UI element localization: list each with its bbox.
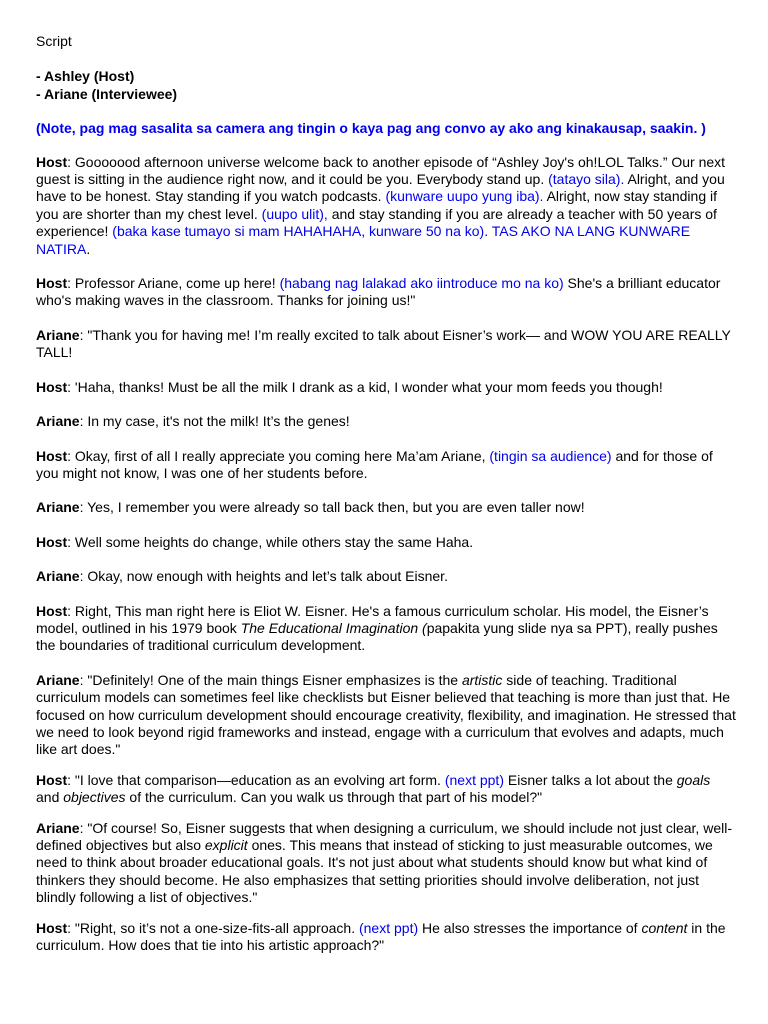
dialogue-text: Alright, now stay standing if you are shorter than my chest level. bbox=[36, 188, 717, 222]
dialogue-text: : 'Haha, thanks! Must be all the milk I drank as a kid, I wonder what your mom feeds you though! bbox=[67, 378, 663, 395]
stage-direction: (next ppt) bbox=[358, 919, 419, 936]
speaker-name: Ariane bbox=[36, 413, 80, 430]
dialogue-text: and bbox=[36, 789, 64, 806]
dialogue-line bbox=[36, 603, 736, 655]
dialogue-text: : "I love that comparison—education as an evolving art form. bbox=[67, 771, 445, 788]
dialogue-line bbox=[36, 499, 736, 516]
dialogue-text: : "Definitely! One of the main things Eisner emphasizes is the bbox=[79, 671, 462, 688]
stage-direction: (tingin sa audience) bbox=[489, 447, 612, 464]
dialogue-line bbox=[36, 413, 736, 430]
dialogue-text: : Yes, I remember you were already so tall back then, but you are even taller now! bbox=[79, 499, 585, 516]
speaker-name: Ariane bbox=[36, 819, 80, 836]
stage-direction: (baka kase tumayo si mam HAHAHAHA, kunware 50 na ko). TAS AKO NA LANG KUNWARE NATIRA bbox=[36, 223, 691, 257]
emphasis-text: explicit bbox=[204, 837, 248, 853]
dialogue-line bbox=[36, 379, 736, 396]
dialogue-text: . bbox=[86, 240, 91, 257]
dialogue-text: : Gooooood afternoon universe welcome back to another episode of “Ashley Joy's oh!LOL Talks.” Our next guest is sitting in the audience right now, and it could be you. Everybody stand up. bbox=[36, 153, 726, 188]
dialogue-text: in the curriculum. How does that tie into his artistic approach?" bbox=[36, 919, 726, 954]
dialogue-list bbox=[36, 154, 736, 955]
dialogue-text: : "Thank you for having me! I’m really excited to talk about Eisner’s work— and WOW YOU ARE REALLY TALL! bbox=[36, 326, 731, 361]
dialogue-text: Eisner talks a lot about the bbox=[503, 771, 677, 788]
dialogue-text: : Professor Ariane, come up here! bbox=[67, 275, 280, 292]
stage-direction: (next ppt) bbox=[444, 771, 504, 788]
speaker-name: Host bbox=[36, 447, 68, 464]
dialogue-line bbox=[36, 568, 736, 585]
speaker-name: Host bbox=[36, 533, 68, 550]
dialogue-text: : "Of course! So, Eisner suggests that when designing a curriculum, we should include not just clear, well-defined objectives but also bbox=[36, 819, 732, 853]
stage-direction: (kunware uupo yung iba). bbox=[385, 188, 544, 205]
emphasis-text: goals bbox=[676, 771, 711, 788]
dialogue-line bbox=[36, 534, 736, 551]
speaker-name: Ariane bbox=[36, 671, 80, 688]
stage-direction: (habang nag lalakad ako iintroduce mo na ko) bbox=[279, 275, 564, 292]
dialogue-line bbox=[36, 920, 736, 955]
dialogue-line bbox=[36, 275, 736, 310]
dialogue-line bbox=[36, 772, 736, 807]
dialogue-text: of the curriculum. Can you walk us through that part of his model?" bbox=[125, 789, 543, 806]
dialogue-text: papakita yung slide nya sa PPT), really pushes the boundaries of traditional curriculum development. bbox=[36, 619, 718, 654]
dialogue-text: side of teaching. Traditional curriculum models can sometimes feel like checklists but Eisner believed that teaching is more than just that. He focused on how curriculum development should encourage creativity, flexibility, and imagination. He stressed that we need to look beyond rigid frameworks and instead, engage with a curriculum that evolves and adapts, much like art does." bbox=[36, 671, 736, 758]
emphasis-text: content bbox=[641, 919, 688, 936]
dialogue-text: : Well some heights do change, while others stay the same Haha. bbox=[67, 533, 474, 550]
dialogue-line bbox=[36, 672, 736, 759]
speaker-name: Ariane bbox=[36, 568, 80, 585]
dialogue-text: She's a brilliant educator who's making waves in the classroom. Thanks for joining us!" bbox=[36, 275, 721, 309]
cast-item-host: - Ashley (Host) bbox=[36, 68, 135, 85]
emphasis-text: The Educational Imagination ( bbox=[240, 619, 427, 636]
speaker-name: Host bbox=[36, 275, 68, 292]
dialogue-text: Alright, and you have to be honest. Stay standing if you watch podcasts. bbox=[36, 171, 725, 205]
dialogue-text: : Okay, now enough with heights and let’s talk about Eisner. bbox=[79, 568, 448, 585]
emphasis-text: artistic bbox=[461, 671, 503, 688]
dialogue-text: : "Right, so it’s not a one-size-fits-all approach. bbox=[67, 919, 359, 936]
dialogue-text: ones. This means that instead of sticking to just measurable outcomes, we need to think about broader educational goals. It's not just about what students should know but what kind of thinkers they should become. He also emphasizes that setting priorities should involve deliberation, not just blindly following a list of objectives." bbox=[36, 837, 713, 906]
dialogue-text: : In my case, it's not the milk! It’s the genes! bbox=[79, 413, 350, 430]
director-note: (Note, pag mag sasalita sa camera ang tingin o kaya pag ang convo ay ako ang kinakausap, saakin. ) bbox=[36, 120, 706, 137]
speaker-name: Host bbox=[36, 919, 68, 936]
speaker-name: Ariane bbox=[36, 499, 80, 516]
dialogue-line bbox=[36, 327, 736, 362]
dialogue-text: He also stresses the importance of bbox=[418, 919, 642, 936]
speaker-name: Ariane bbox=[36, 326, 80, 343]
dialogue-text: and stay standing if you are already a teacher with 50 years of experience! bbox=[36, 205, 717, 240]
cast-list bbox=[36, 68, 736, 103]
cast-item-interviewee: - Ariane (Interviewee) bbox=[36, 85, 178, 102]
dialogue-text: and for those of you might not know, I was one of her students before. bbox=[36, 447, 713, 481]
doc-title: Script bbox=[36, 33, 72, 49]
stage-direction: (tatayo sila). bbox=[548, 171, 625, 188]
dialogue-text: : Right, This man right here is Eliot W. Eisner. He's a famous curriculum scholar. His model, the Eisner’s model, outlined in his 1979 book bbox=[36, 602, 709, 636]
speaker-name: Host bbox=[36, 602, 68, 619]
speaker-name: Host bbox=[36, 378, 68, 395]
script-body bbox=[36, 33, 736, 971]
stage-direction: (uupo ulit), bbox=[261, 205, 328, 222]
speaker-name: Host bbox=[36, 771, 68, 788]
dialogue-line bbox=[36, 820, 736, 907]
speaker-name: Host bbox=[36, 153, 68, 170]
emphasis-text: objectives bbox=[63, 789, 126, 806]
dialogue-line bbox=[36, 448, 736, 483]
dialogue-line bbox=[36, 154, 736, 258]
dialogue-text: : Okay, first of all I really appreciate you coming here Ma’am Ariane, bbox=[67, 447, 490, 464]
